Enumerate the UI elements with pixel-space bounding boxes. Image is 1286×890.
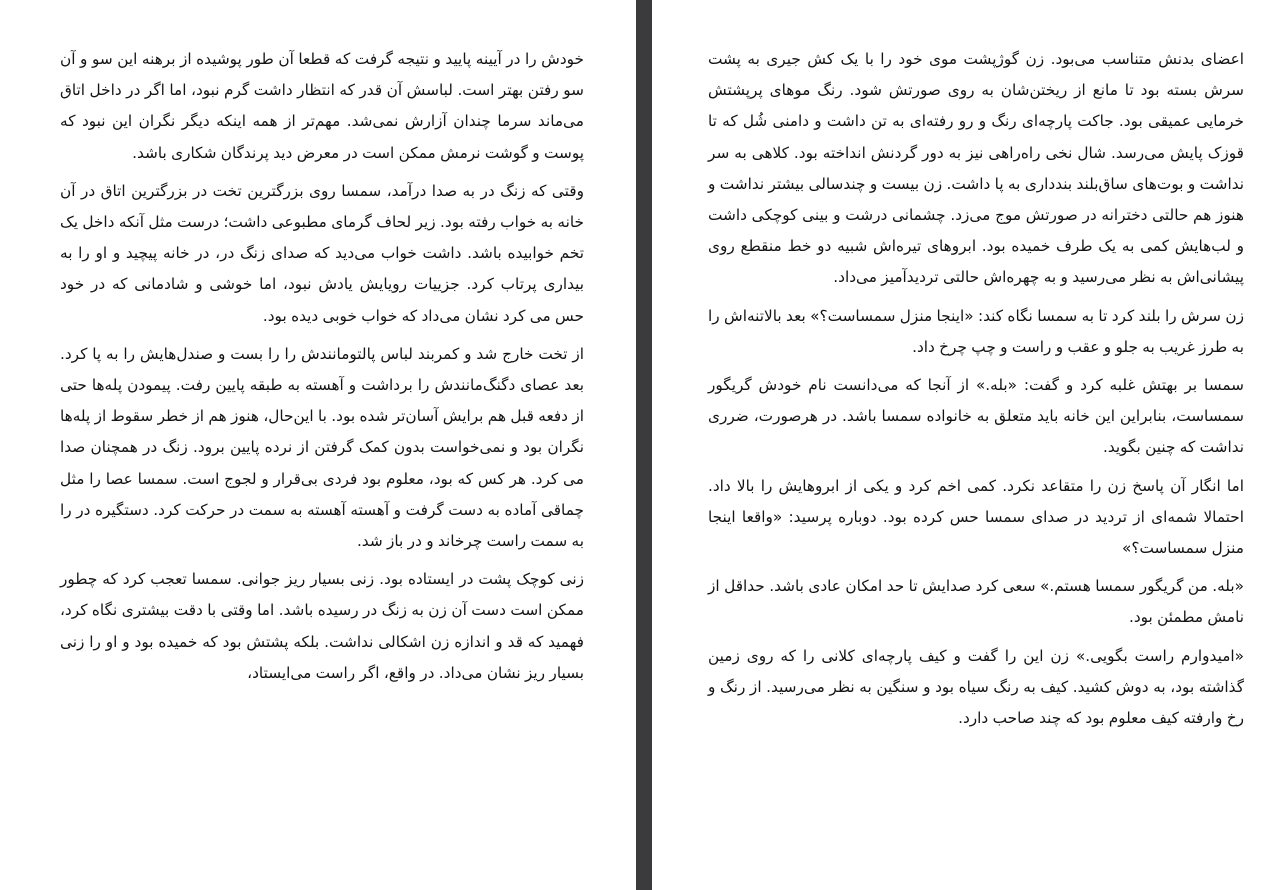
right-paragraph-6: «امیدوارم راست بگویی.» زن این را گفت و کیف پارچه‌ای کلانی را که روی زمین گذاشته بود، به دوش کشید. کیف به رنگ سیاه بود و سنگین به نظر می‌رسید. از رنگ و رخ وارفته کیف معلوم بود که چند صاحب دارد. — [708, 646, 1244, 728]
page-gutter — [636, 0, 652, 890]
left-paragraph-1: خودش را در آیینه پایید و نتیجه گرفت که قطعا آن طور پوشیده از برهنه این سو و آن سو رفتن بهتر است. لباسش آن قدر که انتظار داشت گرم نبود، اما اگر در داخل اتاق می‌ماند سرما چندان آزارش نمی‌شد. مهم‌تر از همه اینکه دیگر نگران این نبود که پوست و گوشت نرمش ممکن است در معرض دید پرندگان شکاری باشد. — [60, 50, 584, 162]
right-paragraph-4: اما انگار آن پاسخ زن را متقاعد نکرد. کمی اخم کرد و یکی از ابروهایش را بالا داد. احتمالا شمه‌ای از تردید در صدای سمسا حس کرده بود. دوباره پرسید: «واقعا اینجا منزل سمساست؟» — [708, 476, 1244, 558]
left-paragraph-2: وقتی که زنگ در به صدا درآمد، سمسا روی بزرگترین تخت در بزرگترین اتاق در آن خانه به خواب رفته بود. زیر لحاف گرمای مطبوعی داشت؛ درست مثل آنکه داخل یک تخم خوابیده باشد. داشت خواب می‌دید که صدای زنگ در، در خانه پیچید و او را به بیداری پرتاب کرد. جزییات رویایش یادش نبود، اما خوشی و شادمانی که در خود حس می کرد نشان می‌داد که خواب خوبی دیده بود. — [60, 181, 584, 325]
right-paragraph-2: زن سرش را بلند کرد تا به سمسا نگاه کند: «اینجا منزل سمساست؟» بعد بالاتنه‌اش را به طرز غریب به جلو و عقب و راست و چپ چرخ داد. — [708, 306, 1244, 356]
right-page-text — [708, 44, 1244, 734]
left-page-text — [60, 44, 584, 689]
right-page — [652, 0, 1286, 890]
right-paragraph-1: اعضای بدنش متناسب می‌بود. زن گوژپشت موی خود را با یک کش جیری به پشت سرش بسته بود تا مانع از ریختن‌شان به روی صورتش شود. رنگ موهای پرپشتش خرمایی عمیقی بود. جاکت پارچه‌ای رنگ و رو رفته‌ای به تن داشت و دامنی شُل که تا قوزک پایش می‌رسد. شال نخی راه‌راهی نیز به دور گردنش انداخته بود. کلاهی به سر نداشت و بوت‌های ساق‌بلند بندداری به پا داشت. زن بیست و چندسالی بیشتر نداشت و هنوز هم حالتی دخترانه در صورتش موج می‌زد. چشمانی درشت و بینی کوچکی داشت و لب‌هایش کمی به یک طرف خمیده بود. ابروهای تیره‌اش شبیه دو خط منقطع روی پیشانی‌اش به نظر می‌رسید و به چهره‌اش حالتی تردیدآمیز می‌داد. — [708, 50, 1244, 287]
left-page — [0, 0, 636, 890]
left-paragraph-4: زنی کوچک پشت در ایستاده بود. زنی بسیار ریز جوانی. سمسا تعجب کرد که چطور ممکن است دست آن زن به زنگ در رسیده باشد. اما وقتی با دقت بیشتری نگاه کرد، فهمید که قد و اندازه زن اشکالی نداشت. بلکه پشتش بود که خمیده بود و او را زنی بسیار ریز نشان می‌داد. در واقع، اگر راست می‌ایستاد، — [60, 570, 584, 682]
right-paragraph-3: سمسا بر بهتش غلبه کرد و گفت: «بله.» از آنجا که می‌دانست نام خودش گریگور سمساست، بنابراین این خانه باید متعلق به خانواده سمسا باشد. در هرصورت، ضرری نداشت که چنین بگوید. — [708, 376, 1244, 457]
right-paragraph-5: «بله. من گریگور سمسا هستم.» سعی کرد صدایش تا حد امکان عادی باشد. حداقل از نامش مطمئن بود. — [708, 577, 1244, 627]
left-paragraph-3: از تخت خارج شد و کمربند لباس پالتومانندش را را بست و صندل‌هایش را به پا کرد. بعد عصای دگنگ‌مانندش را برداشت و آهسته به طبقه پایین رفت. پیمودن پله‌ها حتی از دفعه قبل هم برایش آسان‌تر شده بود. با این‌حال، هنوز هم از خطر سقوط از پله‌ها نگران بود و نمی‌خواست بدون کمک گرفتن از نرده پایین برود. زنگ در همچنان صدا می کرد. هر کس که بود، معلوم بود فردی بی‌قرار و لجوج است. سمسا عصا را مثل چماقی آماده به دست گرفت و آهسته آهسته به سمت در حرکت کرد. دستگیره در را به سمت راست چرخاند و در باز شد. — [60, 344, 584, 551]
